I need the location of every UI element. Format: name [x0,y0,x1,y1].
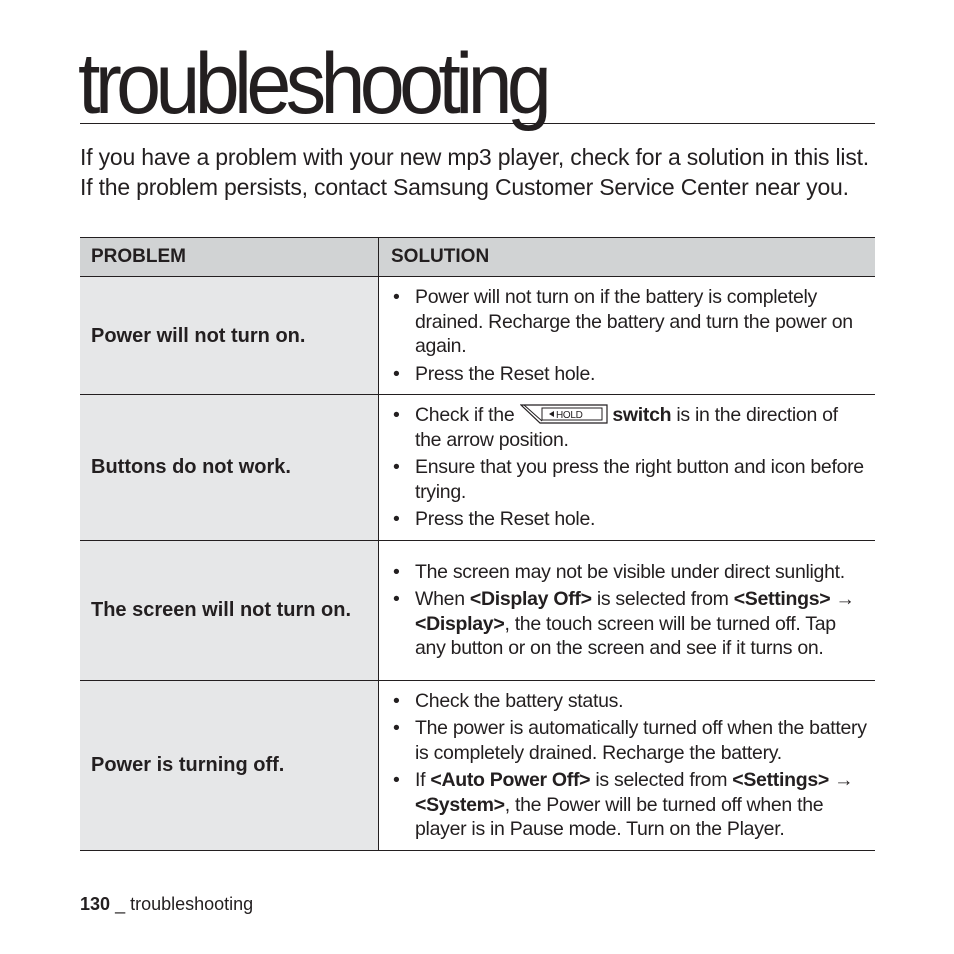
page-footer [80,894,253,915]
solution-bold: <Display Off> [469,588,592,610]
problem-cell: Power will not turn on. [80,277,379,395]
header-solution: SOLUTION [379,238,876,277]
hold-switch-icon [520,404,608,424]
footer-section: troubleshooting [130,894,254,914]
arrow-icon: → [834,769,854,791]
table-row [80,540,875,680]
solution-list [391,689,867,842]
solution-list [391,403,867,532]
solution-cell [379,395,876,541]
table-row [80,277,875,395]
solution-item [391,403,867,452]
solution-item: • Press the Reset hole. [391,507,867,532]
solution-text: When [415,588,465,610]
intro-paragraph: If you have a problem with your new mp3 player, check for a solution in this list. If the problem persists, contact Samsung Customer Service Center near you. [80,144,869,200]
solution-bold: <Display> [415,612,505,635]
solution-text: If [415,769,426,791]
solution-item: • The power is automatically turned off when the battery is completely drained. Recharge the battery. [391,716,867,765]
solution-cell [379,680,876,850]
solution-list [391,285,867,386]
solution-text: is selected from [596,588,729,610]
solution-text: is in the direction of the arrow position. [415,404,838,451]
solution-text: , the touch screen will be turned off. Tap any button or on the screen and see if it turns on. [415,612,836,659]
solution-bold: <Settings> [733,588,831,610]
title-divider [80,123,875,124]
solution-bold: <Settings> [732,769,829,791]
svg-text:HOLD: HOLD [556,410,583,421]
table-row [80,680,875,850]
solution-item [391,768,867,842]
solution-cell [379,540,876,680]
solution-bold: <Auto Power Off> [430,769,591,791]
solution-list [391,560,867,661]
page-title: troubleshooting [78,36,547,132]
solution-bold: <System> [415,793,505,816]
solution-text: is selected from [595,769,728,791]
solution-item: • The screen may not be visible under direct sunlight. [391,560,867,585]
solution-cell [379,277,876,395]
header-problem: PROBLEM [80,238,379,277]
solution-item: • Check the battery status. [391,689,867,714]
troubleshooting-table [80,237,875,851]
solution-text: , the Power will be turned off when the player is in Pause mode. Turn on the Player. [415,793,824,840]
solution-item: • Ensure that you press the right button and icon before trying. [391,455,867,504]
page-number: 130 [80,894,111,914]
footer-separator: _ [115,894,126,914]
solution-item: • Press the Reset hole. [391,362,867,387]
solution-item [391,587,867,661]
table-header-row [80,238,875,277]
arrow-icon: → [835,588,855,610]
problem-cell: Power is turning off. [80,680,379,850]
solution-bold: switch [612,404,672,426]
problem-cell: The screen will not turn on. [80,540,379,680]
solution-text: Check if the [415,404,515,426]
problem-cell: Buttons do not work. [80,395,379,541]
solution-item: • Power will not turn on if the battery is completely drained. Recharge the battery and turn the power on again. [391,285,867,359]
table-row [80,395,875,541]
